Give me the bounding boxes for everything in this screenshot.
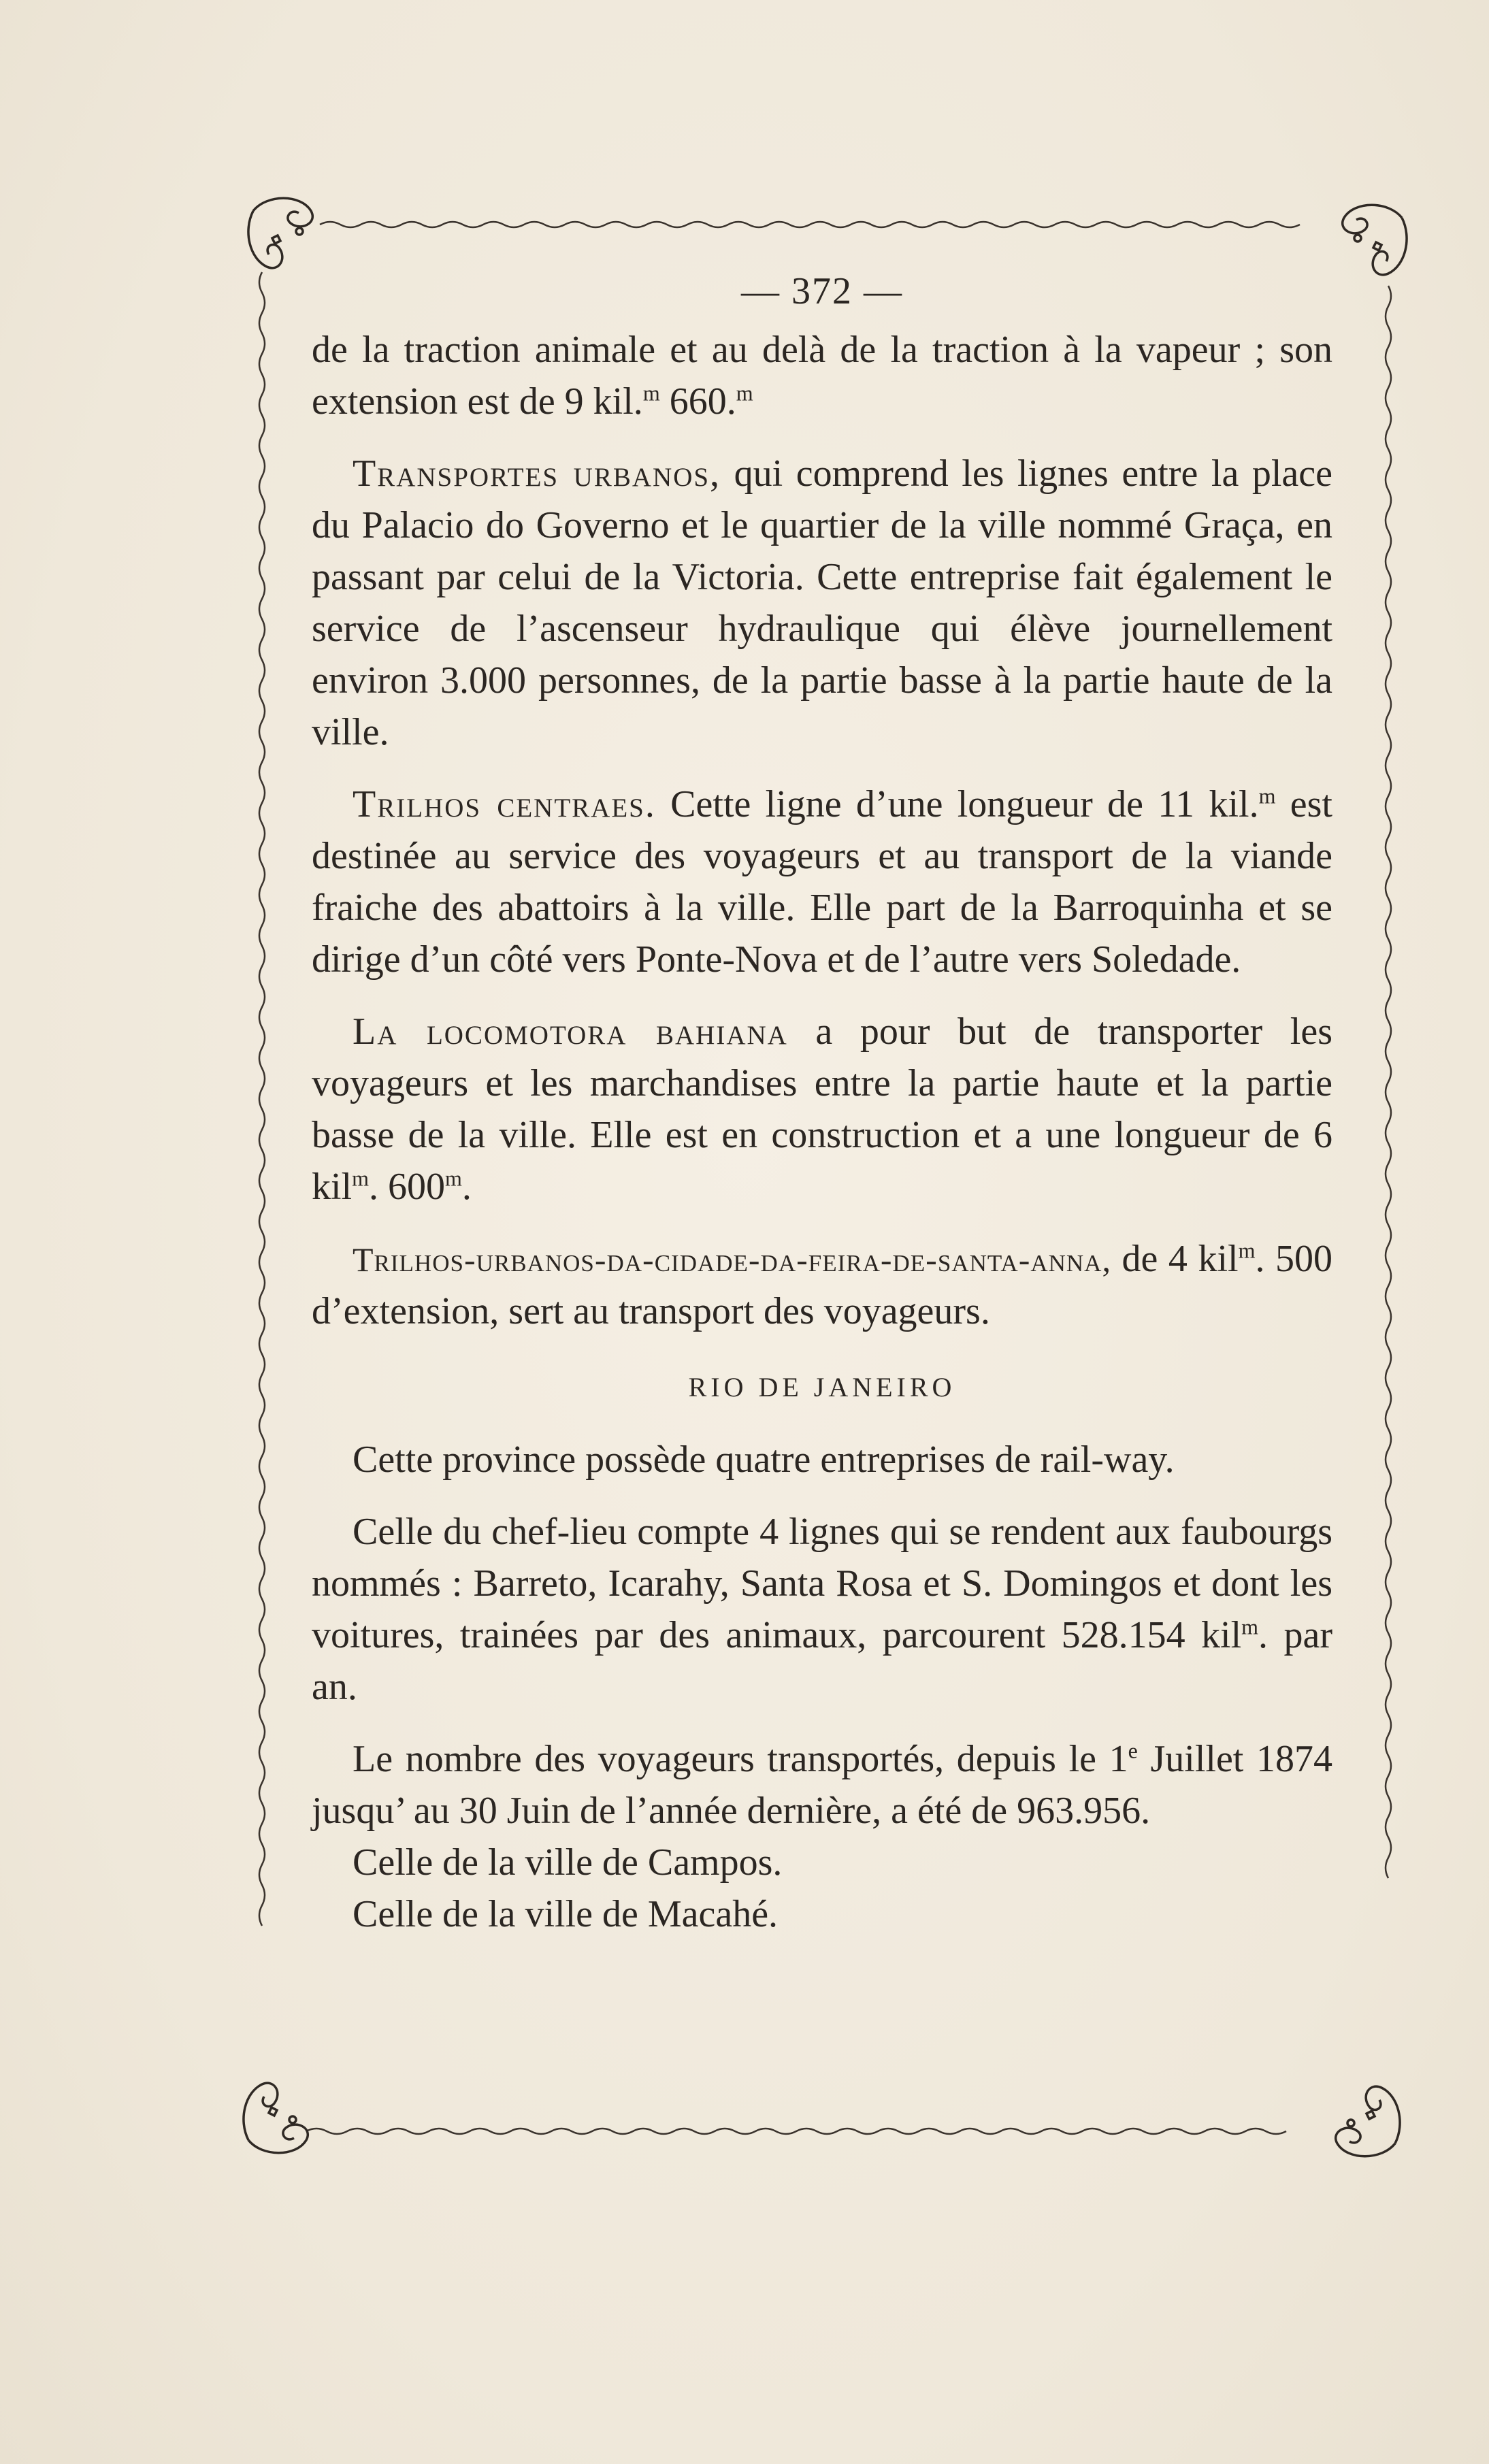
paragraph-chef-lieu: Celle du chef-lieu compte 4 lignes qui se rendent aux faubourgs nommés : Barreto, Icarahy, Santa Rosa et S. Domingos et dont les voitures, trainées par des animaux, parcourent 528.154 kil$^m$. par an. [312,1511,1332,1708]
lead-locomotora-bahiana: La locomotora bahiana [353,1011,788,1053]
paragraph-voyageurs: Le nombre des voyageurs transportés, depuis le 1e Juillet 1874 jusqu’ au 30 Juin de l’année dernière, a été de 963.956. [312,1738,1332,1832]
paragraph-rio-intro: Cette province possède quatre entreprises de rail-way. [353,1439,1175,1481]
paragraph-traction: de la traction animale et au delà de la traction à la vapeur ; son extension est de 9 kil.$^m$ 660.$^m$ [312,329,1332,423]
paragraph-trilhos-urbanos-feira: Trilhos-urbanos-da-cidade-da-feira-de-santa-anna, de 4 kil$^m$. 500 d’extension, sert au transport des voyageurs. [312,1238,1332,1332]
corner-ornament-bottom-right [1336,2086,1400,2156]
corner-ornament-top-left [248,198,312,268]
corner-ornament-top-right [1343,205,1407,275]
corner-ornament-bottom-left [244,2083,308,2153]
section-heading-rio-de-janeiro: RIO DE JANEIRO [688,1372,956,1402]
lead-trilhos-centraes: Trilhos centraes. [353,783,656,825]
lead-trilhos-urbanos-feira: Trilhos-urbanos-da-cidade-da-feira-de-santa-anna, [353,1241,1111,1279]
bottom-wavy-line [306,2129,1286,2134]
paragraph-campos: Celle de la ville de Campos. [353,1841,783,1884]
lead-transportes-urbanos: Transportes urbanos, [353,453,721,495]
paragraph-macahe: Celle de la ville de Macahé. [353,1893,779,1935]
paragraph-trilhos-centraes: Trilhos centraes. Cette ligne d’une longueur de 11 kil.$^m$ est destinée au service des voyageurs et au transport de la viande fraiche des abattoirs à la ville. Elle part de la Barroquinha et se dirige d’un côté vers Ponte-Nova et de l’autre vers Soledade. [312,783,1332,981]
paragraph-transportes-urbanos: Transportes urbanos, qui comprend les lignes entre la place du Palacio do Governo et le quartier de la ville nommé Graça, en passant par celui de la Victoria. Cette entreprise fait également le service de l’ascenseur hydraulique qui élève journellement environ 3.000 personnes, de la partie basse à la partie haute de la ville. [312,453,1333,753]
page-text [312,264,1332,1940]
top-wavy-line [320,222,1300,227]
page-number: — 372 — [741,270,903,312]
paragraph-locomotora-bahiana: La locomotora bahiana a pour but de transporter les voyageurs et les marchandises entre la partie haute et la partie basse de la ville. Elle est en construction et a une longueur de 6 kil$^m$. 600$^m$. [312,1011,1332,1208]
left-wavy-line [259,272,265,1926]
right-wavy-line [1386,286,1391,1878]
